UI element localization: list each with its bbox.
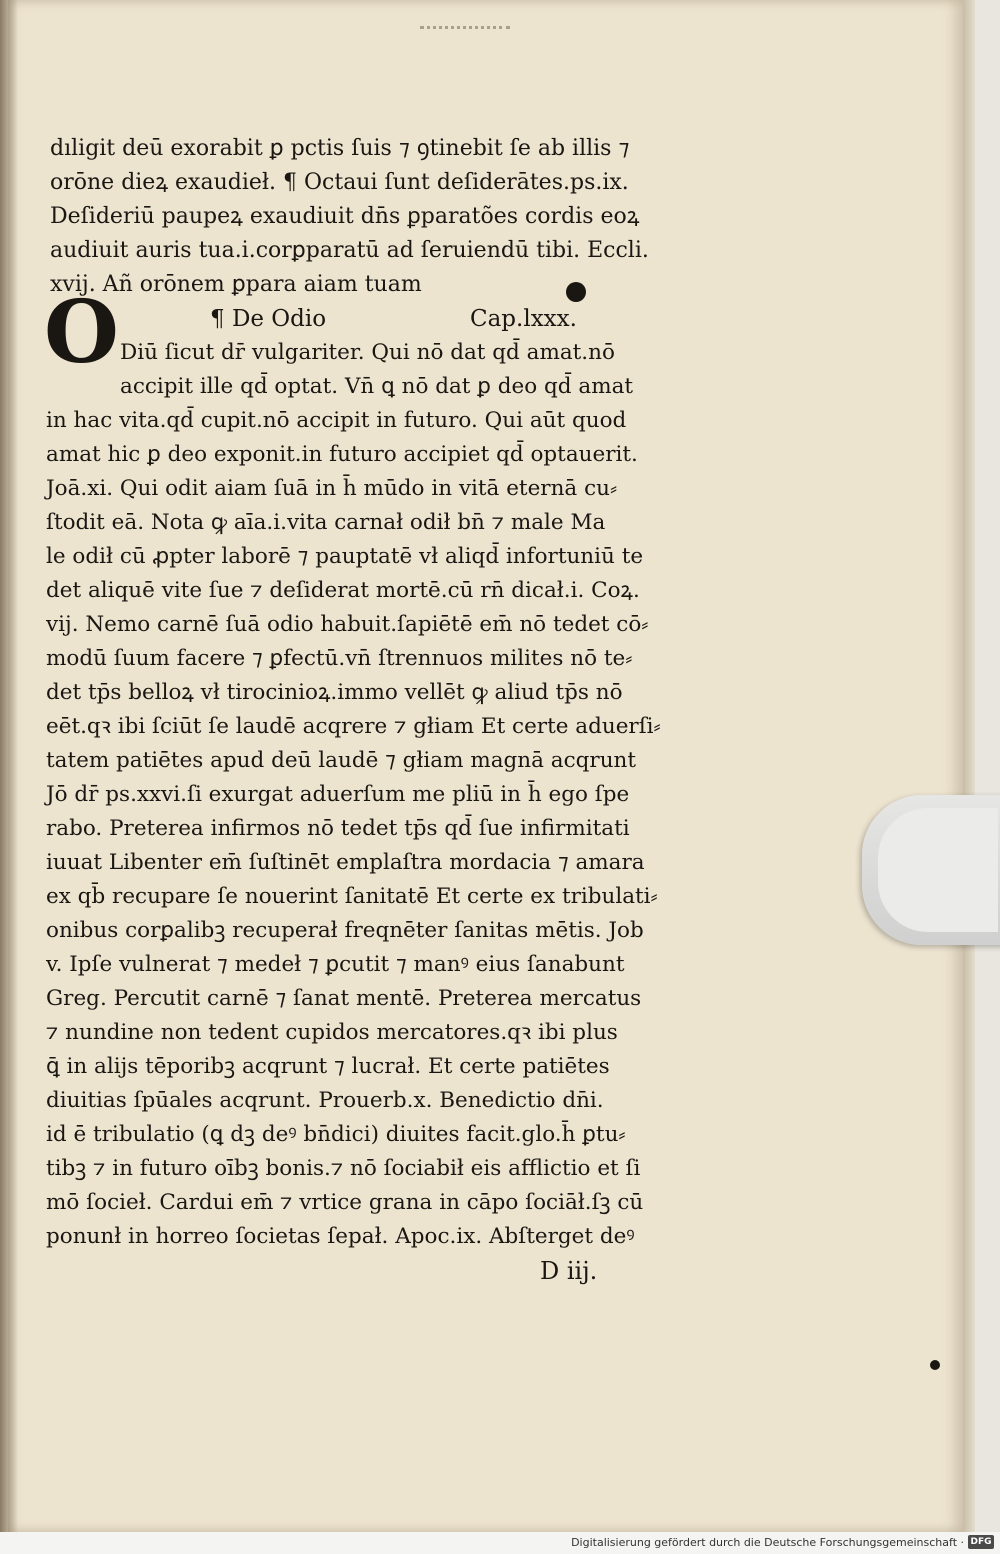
text-line-3: Deſideriū paupeꝝ exaudiuit dn̄s ꝑparatões cordis eoꝝ [50,204,640,229]
body-line-19: v. Ipſe vulnerat ⁊ medeł ⁊ ꝑcutit ⁊ manꝰ eius ſanabunt [46,952,625,977]
body-line-5: Joā.xi. Qui odit aiam ſuā in h̄ mūdo in vitā eternā cu⸗ [46,476,618,501]
body-line-12: eēt.qꝛ ibi ſciūt ſe laudē acqrere ⁊ głiam Et certe aduerſi⸗ [46,714,661,739]
gutter-shadow [0,0,18,1532]
body-line-21: ⁊ nundine non tedent cupidos mercatores.qꝛ ibi plus [46,1020,618,1045]
body-line-23: diuitias ſpūales acqrunt. Prouerb.x. Benedictio dn̄i. [46,1088,604,1113]
text-line-4: audiuit auris tua.i.corꝑparatū ad ſeruiendū tibi. Eccli. [50,238,649,263]
body-line-10: modū ſuum facere ⁊ ꝑfectū.vn̄ ſtrennuos milites nō te⸗ [46,646,633,671]
page-clip-inner [878,808,998,932]
body-line-6: ſtodit eā. Nota ꝙ aīa.i.vita carnał odił bn̄ ⁊ male Ma [46,510,606,535]
signature-mark: D iij. [540,1257,598,1285]
body-line-14: Jō dr̄ ps.xxvi.ſi exurgat aduerſum me pliū in h̄ ego ſpe [46,782,630,807]
chapter-heading-number: Cap.lxxx. [470,306,577,332]
ink-speck [930,1360,940,1370]
top-ink-trace [420,26,510,39]
body-line-3: in hac vita.qd̄ cupit.nō accipit in futuro. Qui aūt quod [46,408,627,433]
text-line-1: dıligit deū exorabit ꝑ pctis ſuis ⁊ ꝯtinebit ſe ab illis ⁊ [50,136,630,161]
body-line-7: le odił cū ꝓpter laborē ⁊ pauptatē vł aliqd̄ infortuniū te [46,544,644,569]
body-line-13: tatem patiētes apud deū laudē ⁊ głiam magnā acqrunt [46,748,637,773]
drop-initial: O [44,282,119,383]
body-line-17: ex qb̄ recupare ſe nouerint ſanitatē Et certe ex tribulati⸗ [46,884,658,909]
body-line-8: det aliquē vite ſue ⁊ deſiderat mortē.cū rn̄ dicał.i. Coꝝ. [46,578,640,603]
body-line-22: ꝗ̄ in alijs tēporibꝫ acqrunt ⁊ lucrał. Et certe patiētes [46,1054,610,1079]
body-line-4: amat hic ꝑ deo exponit.in futuro accipiet qd̄ optauerit. [46,442,638,467]
body-line-26: mō ſocieł. Cardui em̄ ⁊ vrtice grana in cāpo ſociāł.ſꝫ cū [46,1190,644,1215]
body-line-1: Diū ſicut dr̄ vulgariter. Qui nō dat qd̄ amat.nō [120,340,615,365]
body-line-18: onibus corꝑalibꝫ recuperał freqnēter ſanitas mētis. Job [46,918,644,943]
body-line-25: tibꝫ ⁊ in futuro oībꝫ bonis.⁊ nō ſociabił eis afflictio et ſi [46,1156,641,1181]
digitization-credit: Digitalisierung gefördert durch die Deutsche Forschungsgemeinschaft · [571,1536,964,1549]
body-line-27: ponunł in horreo ſocietas ſepał. Apoc.ix. Abſterget deꝰ [46,1224,635,1249]
body-line-9: vij. Nemo carnē ſuā odio habuit.ſapiētē em̄ nō tedet cō⸗ [46,612,649,637]
body-line-24: id ē tribulatio (ꝗ dꝫ deꝰ bn̄dici) diuites facit.glo.h̄ ꝑtu⸗ [46,1122,626,1147]
text-line-5: xvij. Añ orōnem ꝑpara aiam tuam [50,272,422,297]
body-line-20: Greg. Percutit carnē ⁊ ſanat mentē. Preterea mercatus [46,986,642,1011]
body-line-15: rabo. Preterea infirmos nō tedet tp̄s qd̄ ſue infirmitati [46,816,630,841]
dfg-logo: DFG [968,1535,994,1549]
body-line-2: accipit ille qd̄ optat. Vn̄ ꝗ nō dat ꝑ deo qd̄ amat [120,374,634,399]
body-line-11: det tp̄s belloꝝ vł tirocinioꝝ.immo vellēt ꝙ aliud tp̄s nō [46,680,623,705]
body-line-16: iuuat Libenter em̄ ſuſtinēt emplaſtra mordacia ⁊ amara [46,850,645,875]
ink-dot [566,282,586,302]
page-edge [963,0,975,1532]
chapter-heading-title: ¶ De Odio [210,306,327,332]
text-line-2: orōne dieꝝ exaudieł. ¶ Octaui ſunt deſiderātes.ps.ix. [50,170,629,195]
